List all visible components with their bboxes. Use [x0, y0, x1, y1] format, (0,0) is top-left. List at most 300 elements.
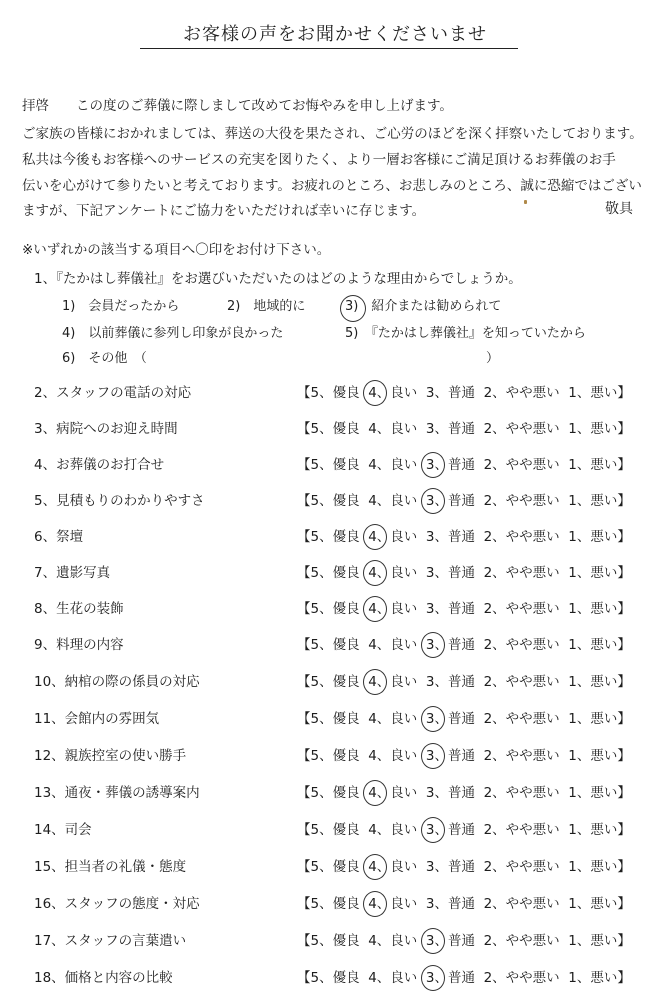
- rating-option[interactable]: [311, 711, 360, 727]
- rating-option-text: 、普通: [434, 970, 475, 986]
- rating-option[interactable]: [568, 711, 617, 727]
- rating-option[interactable]: [568, 785, 617, 801]
- rating-option-digit: 4: [368, 529, 377, 545]
- rating-option-text: 、悪い: [576, 637, 618, 653]
- rating-option-digit: 3: [426, 970, 435, 986]
- rating-option[interactable]: [568, 385, 617, 401]
- scale-bracket-open: 【: [297, 674, 311, 690]
- rating-option[interactable]: [311, 457, 360, 473]
- rating-option-digit: 4: [368, 970, 377, 986]
- rating-option[interactable]: [568, 748, 617, 764]
- rating-option-digit: 4: [368, 859, 377, 875]
- rating-question-label: 11、会館内の雰囲気: [34, 711, 160, 727]
- rating-option-digit: 2: [483, 785, 493, 801]
- rating-option-digit: 5: [310, 822, 320, 838]
- rating-option-digit: 3: [425, 896, 435, 912]
- rating-option-digit: 2: [483, 674, 493, 690]
- rating-option[interactable]: [484, 970, 560, 986]
- rating-option-digit: 5: [310, 896, 320, 912]
- rating-option-text: 、良い: [376, 859, 418, 875]
- rating-option[interactable]: [368, 970, 417, 986]
- rating-option-digit: 4: [368, 421, 377, 437]
- rating-option[interactable]: [484, 565, 560, 581]
- scale-bracket-close: 】: [617, 385, 631, 401]
- rating-question-label: 16、スタッフの態度・対応: [34, 896, 200, 912]
- rating-option-digit: 2: [483, 711, 493, 727]
- rating-option-text: 、悪い: [576, 822, 618, 838]
- rating-option[interactable]: [426, 970, 475, 986]
- rating-option[interactable]: [484, 896, 560, 912]
- selection-circle: [421, 488, 445, 514]
- rating-option-digit: 1: [568, 785, 577, 801]
- rating-option-digit: 3: [426, 493, 435, 509]
- rating-question-label: 15、担当者の礼儀・態度: [34, 859, 187, 875]
- selection-circle: [363, 669, 387, 695]
- rating-option-digit: 4: [368, 385, 377, 401]
- scale-gap: [475, 421, 484, 437]
- rating-scale: [297, 453, 631, 473]
- rating-option-digit: 5: [310, 565, 320, 581]
- rating-option-text: 、普通: [434, 711, 475, 727]
- scale-gap: [360, 637, 369, 653]
- rating-option-digit: 1: [568, 859, 577, 875]
- rating-question-label: 5、見積もりのわかりやすさ: [34, 493, 205, 509]
- rating-question-label: 14、司会: [34, 822, 92, 838]
- rating-option-digit: 2: [483, 529, 493, 545]
- rating-option-digit: 1: [568, 674, 577, 690]
- rating-option-text: 、悪い: [576, 970, 618, 986]
- q1-option-2[interactable]: 2) 地域的に: [227, 299, 306, 314]
- rating-option-text: 、やや悪い: [492, 529, 560, 545]
- rating-option-digit: 2: [483, 896, 493, 912]
- intro-line: ますが、下記アンケートにご協力をいただければ幸いに存じます。: [22, 203, 426, 219]
- scale-bracket-open: 【: [297, 933, 311, 949]
- rating-option-text: 、良い: [376, 565, 418, 581]
- rating-scale: [297, 633, 631, 653]
- scale-gap: [360, 970, 369, 986]
- rating-option-text: 、普通: [434, 674, 475, 690]
- rating-option-digit: 3: [425, 859, 435, 875]
- scale-bracket-close: 】: [617, 933, 631, 949]
- rating-option[interactable]: [368, 859, 417, 875]
- rating-option[interactable]: [426, 601, 475, 617]
- scale-bracket-open: 【: [297, 529, 311, 545]
- rating-option[interactable]: [368, 421, 417, 437]
- rating-option[interactable]: [568, 529, 617, 545]
- rating-option[interactable]: [368, 637, 417, 653]
- scale-gap: [560, 457, 569, 473]
- rating-option[interactable]: [426, 457, 475, 473]
- scale-gap: [360, 493, 369, 509]
- rating-option-digit: 5: [310, 674, 320, 690]
- rating-option-digit: 1: [568, 457, 577, 473]
- rating-scale: [297, 892, 631, 912]
- rating-option[interactable]: [484, 785, 560, 801]
- rating-option-digit: 4: [368, 748, 377, 764]
- rating-option[interactable]: [311, 493, 360, 509]
- rating-option[interactable]: [484, 859, 560, 875]
- rating-option[interactable]: [568, 896, 617, 912]
- rating-option-text: 、普通: [434, 385, 475, 401]
- rating-option[interactable]: [368, 896, 417, 912]
- scale-gap: [475, 896, 484, 912]
- rating-option[interactable]: [426, 711, 475, 727]
- rating-option[interactable]: [484, 529, 560, 545]
- rating-option[interactable]: [311, 565, 360, 581]
- scale-gap: [560, 896, 569, 912]
- rating-option-text: 、悪い: [576, 859, 618, 875]
- rating-option[interactable]: [311, 421, 360, 437]
- rating-option[interactable]: [426, 822, 475, 838]
- selection-circle: [363, 380, 387, 406]
- rating-option-text: 、普通: [434, 601, 475, 617]
- scale-bracket-close: 】: [617, 859, 631, 875]
- scale-bracket-close: 】: [617, 601, 631, 617]
- rating-option[interactable]: [484, 637, 560, 653]
- rating-option[interactable]: [368, 385, 417, 401]
- rating-option[interactable]: [568, 637, 617, 653]
- scale-bracket-open: 【: [297, 896, 311, 912]
- rating-option[interactable]: [368, 601, 417, 617]
- rating-option-text: 、悪い: [576, 711, 618, 727]
- rating-option[interactable]: [426, 674, 475, 690]
- selection-circle: [363, 854, 387, 880]
- rating-option-digit: 2: [483, 493, 493, 509]
- rating-option-text: 、悪い: [576, 457, 618, 473]
- scale-bracket-close: 】: [617, 457, 631, 473]
- rating-option[interactable]: [426, 785, 475, 801]
- scale-bracket-close: 】: [617, 711, 631, 727]
- rating-option-digit: 2: [483, 457, 493, 473]
- rating-option[interactable]: [311, 529, 360, 545]
- selection-circle: [340, 295, 366, 322]
- scale-gap: [475, 970, 484, 986]
- rating-option-text: 、良い: [376, 385, 418, 401]
- scale-gap: [475, 933, 484, 949]
- rating-question-label: 7、遺影写真: [34, 565, 111, 581]
- rating-option[interactable]: [311, 637, 360, 653]
- scale-gap: [417, 529, 426, 545]
- q1-option-6-close: ）: [486, 351, 500, 366]
- rating-option[interactable]: [311, 933, 360, 949]
- rating-option[interactable]: [368, 674, 417, 690]
- rating-option-digit: 5: [310, 785, 320, 801]
- rating-option-text: 、優良: [319, 785, 360, 801]
- selection-circle: [421, 817, 445, 843]
- rating-option-digit: 3: [426, 822, 435, 838]
- q1-option-5[interactable]: 5) 『たかはし葬儀社』を知っていたから: [345, 326, 586, 341]
- rating-option-digit: 3: [426, 637, 435, 653]
- closing-keigu: 敬具: [605, 201, 633, 217]
- intro-line: ご家族の皆様におかれましては、葬送の大役を果たされ、ご心労のほどを深く拝察いたしております。: [22, 126, 643, 142]
- scale-gap: [475, 674, 484, 690]
- rating-option[interactable]: [568, 457, 617, 473]
- rating-option-text: 、良い: [376, 896, 418, 912]
- rating-scale: [297, 929, 631, 949]
- q1-option-4[interactable]: 4) 以前葬儀に参列し印象が良かった: [62, 326, 284, 341]
- rating-option[interactable]: [368, 933, 417, 949]
- rating-option[interactable]: [484, 493, 560, 509]
- selection-circle: [421, 706, 445, 732]
- rating-option-text: 、やや悪い: [492, 859, 560, 875]
- scale-gap: [475, 711, 484, 727]
- rating-option-text: 、良い: [376, 970, 418, 986]
- rating-option-digit: 5: [310, 637, 320, 653]
- scale-bracket-open: 【: [297, 822, 311, 838]
- rating-option[interactable]: [568, 822, 617, 838]
- rating-option[interactable]: [426, 493, 475, 509]
- rating-option-digit: 3: [425, 785, 435, 801]
- rating-scale: [297, 561, 631, 581]
- rating-option-text: 、優良: [319, 822, 360, 838]
- rating-scale: [297, 417, 631, 437]
- scale-gap: [560, 822, 569, 838]
- rating-option[interactable]: [484, 711, 560, 727]
- scale-bracket-close: 】: [617, 529, 631, 545]
- rating-option[interactable]: [426, 529, 475, 545]
- scale-bracket-open: 【: [297, 785, 311, 801]
- rating-option[interactable]: [368, 529, 417, 545]
- rating-option-text: 、悪い: [576, 493, 618, 509]
- rating-question-label: 17、スタッフの言葉遣い: [34, 933, 187, 949]
- scale-bracket-open: 【: [297, 748, 311, 764]
- rating-option-digit: 4: [368, 822, 377, 838]
- scale-bracket-open: 【: [297, 493, 311, 509]
- rating-option-text: 、普通: [434, 529, 475, 545]
- instruction-note: ※いずれかの該当する項目へ〇印をお付け下さい。: [22, 242, 331, 258]
- rating-option-text: 、優良: [319, 896, 360, 912]
- rating-option-digit: 5: [310, 711, 320, 727]
- rating-option[interactable]: [568, 493, 617, 509]
- rating-option[interactable]: [568, 970, 617, 986]
- rating-option-digit: 3: [426, 933, 435, 949]
- rating-option-text: 、やや悪い: [492, 421, 560, 437]
- scale-bracket-open: 【: [297, 637, 311, 653]
- rating-option-text: 、優良: [319, 421, 360, 437]
- scale-gap: [360, 933, 369, 949]
- rating-option[interactable]: [311, 385, 360, 401]
- scale-gap: [417, 896, 426, 912]
- rating-option[interactable]: [368, 457, 417, 473]
- scale-bracket-open: 【: [297, 385, 311, 401]
- rating-option[interactable]: [426, 748, 475, 764]
- rating-option[interactable]: [311, 601, 360, 617]
- rating-option-text: 、優良: [319, 385, 360, 401]
- scale-gap: [475, 529, 484, 545]
- rating-scale: [297, 744, 631, 764]
- rating-option-text: 、良い: [376, 785, 418, 801]
- rating-option-text: 、普通: [434, 637, 475, 653]
- rating-option[interactable]: [311, 896, 360, 912]
- rating-option-text: 、普通: [434, 785, 475, 801]
- rating-option[interactable]: [484, 748, 560, 764]
- rating-option-text: 、良い: [376, 674, 418, 690]
- rating-option-digit: 3: [425, 565, 435, 581]
- rating-option-digit: 4: [368, 637, 377, 653]
- rating-option[interactable]: [568, 421, 617, 437]
- rating-option[interactable]: [568, 565, 617, 581]
- rating-option-digit: 3: [425, 385, 435, 401]
- rating-option[interactable]: [311, 822, 360, 838]
- rating-option[interactable]: [426, 421, 475, 437]
- scale-gap: [560, 637, 569, 653]
- rating-option[interactable]: [368, 822, 417, 838]
- rating-option-digit: 1: [568, 565, 577, 581]
- rating-option-text: 、やや悪い: [492, 385, 560, 401]
- rating-scale: [297, 597, 631, 617]
- intro-line: 拝啓 この度のご葬儀に際しまして改めてお悔やみを申し上げます。: [22, 98, 453, 114]
- paper-mark: [524, 200, 527, 204]
- scale-bracket-close: 】: [617, 785, 631, 801]
- rating-question-label: 6、祭壇: [34, 529, 84, 545]
- rating-option-digit: 3: [426, 748, 435, 764]
- rating-option[interactable]: [568, 674, 617, 690]
- scale-bracket-close: 】: [617, 674, 631, 690]
- scale-bracket-open: 【: [297, 970, 311, 986]
- rating-option-digit: 5: [310, 457, 320, 473]
- rating-option-text: 、良い: [376, 711, 418, 727]
- rating-option[interactable]: [484, 601, 560, 617]
- rating-option[interactable]: [568, 933, 617, 949]
- selection-circle: [363, 560, 387, 586]
- scale-gap: [560, 970, 569, 986]
- rating-option[interactable]: [368, 748, 417, 764]
- rating-option[interactable]: [426, 933, 475, 949]
- rating-option-text: 、良い: [376, 601, 418, 617]
- rating-option[interactable]: [311, 748, 360, 764]
- rating-option-digit: 4: [368, 493, 377, 509]
- rating-option-text: 、良い: [376, 457, 418, 473]
- rating-scale: [297, 966, 631, 986]
- rating-option[interactable]: [484, 457, 560, 473]
- scale-gap: [560, 529, 569, 545]
- scale-gap: [475, 859, 484, 875]
- rating-option-digit: 4: [368, 457, 377, 473]
- rating-option-text: 、悪い: [576, 529, 618, 545]
- rating-option-digit: 5: [310, 385, 320, 401]
- question-1: 1、『たかはし葬儀社』をお選びいただいたのはどのような理由からでしょうか。: [34, 271, 522, 287]
- scale-bracket-close: 】: [617, 637, 631, 653]
- scale-gap: [560, 933, 569, 949]
- rating-question-label: 3、病院へのお迎え時間: [34, 421, 178, 437]
- scale-gap: [360, 711, 369, 727]
- rating-option[interactable]: [368, 493, 417, 509]
- rating-option-text: 、普通: [434, 933, 475, 949]
- scale-bracket-close: 】: [617, 748, 631, 764]
- rating-option-digit: 2: [483, 385, 493, 401]
- scale-bracket-open: 【: [297, 565, 311, 581]
- rating-option-text: 、優良: [319, 493, 360, 509]
- rating-option-text: 、良い: [376, 529, 418, 545]
- rating-option-digit: 2: [483, 601, 493, 617]
- rating-option[interactable]: [368, 565, 417, 581]
- rating-option-text: 、優良: [319, 748, 360, 764]
- selection-circle: [421, 632, 445, 658]
- rating-option[interactable]: [426, 859, 475, 875]
- scale-gap: [417, 565, 426, 581]
- rating-option-digit: 3: [425, 601, 435, 617]
- rating-option-digit: 3: [426, 457, 435, 473]
- rating-option[interactable]: [368, 785, 417, 801]
- rating-option-text: 、優良: [319, 859, 360, 875]
- rating-option-text: 、やや悪い: [492, 822, 560, 838]
- rating-option-digit: 1: [568, 822, 577, 838]
- scale-gap: [417, 674, 426, 690]
- rating-option-text: 、優良: [319, 601, 360, 617]
- scale-gap: [560, 711, 569, 727]
- rating-option-digit: 2: [483, 933, 493, 949]
- rating-option[interactable]: [568, 601, 617, 617]
- rating-option-text: 、悪い: [576, 565, 618, 581]
- rating-option[interactable]: [484, 822, 560, 838]
- rating-option-digit: 4: [368, 565, 377, 581]
- rating-option-digit: 2: [483, 565, 493, 581]
- scale-bracket-close: 】: [617, 822, 631, 838]
- rating-option[interactable]: [426, 896, 475, 912]
- rating-option-text: 、優良: [319, 674, 360, 690]
- rating-option-text: 、やや悪い: [492, 970, 560, 986]
- scale-gap: [560, 785, 569, 801]
- rating-option-text: 、悪い: [576, 674, 618, 690]
- rating-option-digit: 4: [368, 674, 377, 690]
- rating-option-text: 、優良: [319, 457, 360, 473]
- q1-option-3[interactable]: 3) 紹介または勧められて: [345, 295, 501, 314]
- rating-option-digit: 1: [568, 711, 577, 727]
- rating-scale: [297, 670, 631, 690]
- rating-option-digit: 2: [483, 822, 493, 838]
- scale-bracket-close: 】: [617, 970, 631, 986]
- q1-option-1[interactable]: 1) 会員だったから: [62, 299, 180, 314]
- scale-bracket-open: 【: [297, 421, 311, 437]
- rating-option[interactable]: [311, 785, 360, 801]
- rating-option-text: 、やや悪い: [492, 674, 560, 690]
- selection-circle: [363, 891, 387, 917]
- rating-option[interactable]: [311, 970, 360, 986]
- scale-gap: [417, 385, 426, 401]
- rating-option-digit: 4: [368, 933, 377, 949]
- rating-option-digit: 2: [483, 421, 493, 437]
- rating-option-digit: 1: [568, 748, 577, 764]
- rating-option[interactable]: [484, 421, 560, 437]
- scale-gap: [560, 493, 569, 509]
- rating-option[interactable]: [368, 711, 417, 727]
- rating-option[interactable]: [484, 933, 560, 949]
- rating-option-text: 、悪い: [576, 748, 618, 764]
- rating-option[interactable]: [484, 674, 560, 690]
- rating-option-text: 、悪い: [576, 785, 618, 801]
- selection-circle: [421, 965, 445, 991]
- rating-option[interactable]: [426, 385, 475, 401]
- rating-option[interactable]: [484, 385, 560, 401]
- rating-option[interactable]: [426, 637, 475, 653]
- rating-scale: [297, 818, 631, 838]
- rating-option-digit: 2: [483, 970, 493, 986]
- scale-gap: [475, 457, 484, 473]
- scale-gap: [560, 674, 569, 690]
- rating-option-text: 、普通: [434, 859, 475, 875]
- intro-line: 私共は今後もお客様へのサービスの充実を図りたく、より一層お客様にご満足頂けるお葬儀のお手: [22, 152, 616, 168]
- rating-option[interactable]: [311, 859, 360, 875]
- rating-option-digit: 5: [310, 601, 320, 617]
- rating-option-text: 、良い: [376, 493, 418, 509]
- rating-option[interactable]: [311, 674, 360, 690]
- rating-option-digit: 5: [310, 493, 320, 509]
- rating-option-digit: 5: [310, 933, 320, 949]
- rating-option[interactable]: [426, 565, 475, 581]
- rating-option[interactable]: [568, 859, 617, 875]
- selection-circle: [363, 780, 387, 806]
- q1-option-6[interactable]: 6) その他 （: [62, 351, 147, 366]
